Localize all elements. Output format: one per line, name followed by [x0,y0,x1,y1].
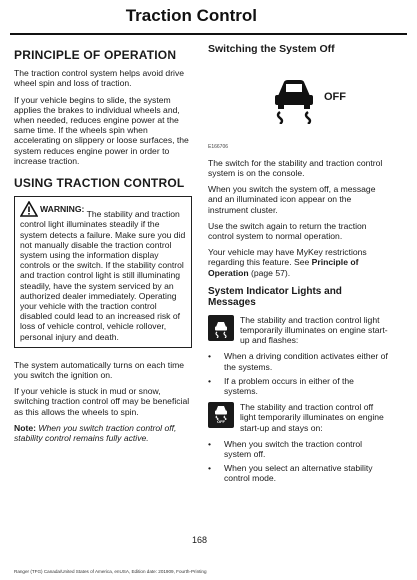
list-item: • If a problem occurs in either of the systems. [208,376,388,396]
switch-paragraph-4 [208,247,388,278]
principle-heading: PRINCIPLE OF OPERATION [14,48,177,62]
note [14,423,192,443]
indicator-2-text: The stability and traction control off light temporarily illuminates on engine start-up and stays on: [240,402,384,433]
switch-p4-link[interactable]: Principle of Operation [208,257,359,278]
traction-control-off-icon [266,74,322,124]
warning-label: WARNING: [40,204,85,215]
switch-p4-post: (page 57). [248,267,291,278]
indicator-heading: System Indicator Lights and Messages [208,285,342,309]
switch-paragraph-2: When you switch the system off, a message and an illuminated icon appear on the instrument cluster. [208,184,376,215]
indicator-row-2 [208,402,388,433]
title-rule [10,33,407,35]
using-heading: USING TRACTION CONTROL [14,176,185,191]
switch-paragraph-3: Use the switch again to return the traction control system to normal operation. [208,220,367,241]
indicator-1-bullets [208,351,388,396]
right-column [208,44,388,490]
traction-control-icon [208,315,234,341]
using-paragraph-1: The system automatically turns on each time you switch the ignition on. [14,359,185,381]
footer-text: Ranger (TFG) Canada/United States of America, enUSA, Edition date: 201909, Fourth-Printing [14,569,207,574]
principle-paragraph-1: The traction control system helps avoid drive wheel spin and loss of traction. [14,68,185,89]
switching-heading: Switching the System Off [208,43,335,55]
list-item: • When you select an alternative stability control mode. [208,463,388,483]
indicator-2-off-label: OFF [217,418,225,424]
note-text: When you switch traction control off, stability control remains fully active. [14,422,177,444]
switch-p4-pre: Your vehicle may have MyKey restrictions regarding this feature. See [208,247,367,268]
indicator-row-1 [208,315,388,346]
warning-text: The stability and traction control light illuminates steadily if the system detects a failure. Make sure you did not manually disable the traction control system using the information display controls or the switch. If the stability control and traction control light is still illuminating steadily, have the system serviced by an authorized dealer immediately. Operating your vehicle with the traction control disabled could lead to an increased risk of loss of vehicle control, vehicle rollover, personal injury and death. [20,209,186,342]
figure-id: E166706 [208,143,229,150]
warning-box [14,196,192,348]
note-label: Note: [14,422,36,433]
page-title: Traction Control [125,6,257,25]
warning-triangle-icon [20,201,38,217]
principle-paragraph-2: If your vehicle begins to slide, the system applies the brakes to individual wheels and, when needed, reduces engine power at the same time. If the wheels spin when accelerating on slippery or loose surfaces, the system reduces engine power in order to increase traction. [14,94,189,166]
using-paragraph-2: If your vehicle is stuck in mud or snow, switching traction control off may be beneficial as this allows the wheels to spin. [14,386,190,417]
indicator-2-bullets [208,439,388,484]
warning-head [20,201,84,217]
list-item: • When you switch the traction control system off. [208,439,388,459]
left-column [14,44,192,449]
indicator-1-text: The stability and traction control light temporarily illuminates on engine start-up and flashes: [240,314,388,346]
switch-paragraph-1: The switch for the stability and traction control system is on the console. [208,157,383,178]
switch-figure [208,66,388,140]
traction-control-off-small-icon [208,402,234,428]
page-number: 168 [192,535,208,545]
figure-off-label: OFF [324,90,346,103]
list-item: • When a driving condition activates either of the systems. [208,351,388,371]
